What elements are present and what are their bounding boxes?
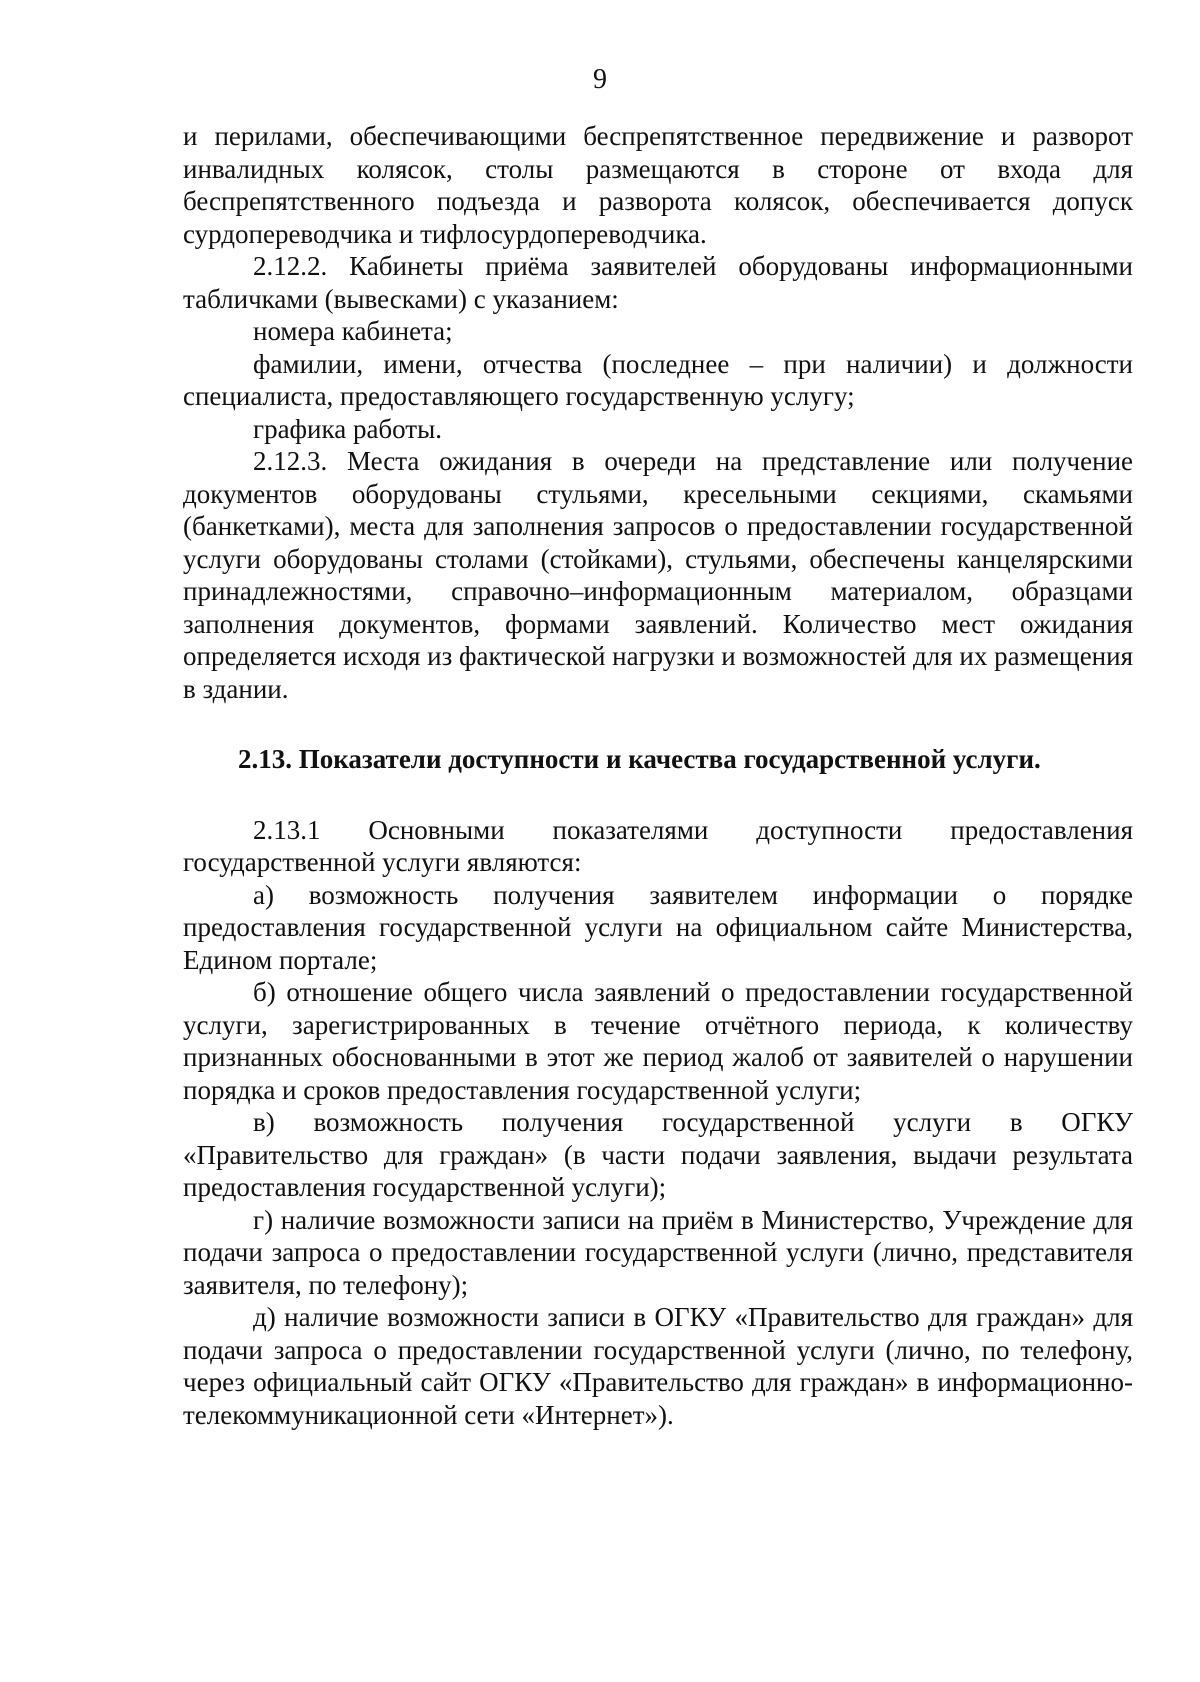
list-item-v: в) возможность получения государственной услуги в ОГКУ «Правительство для граждан» (в части подачи заявления, выдачи результата предоставления государственной услуги); — [183, 1107, 1133, 1202]
paragraph-2-13-1: 2.13.1 Основными показателями доступности предоставления государственной услуги являются: — [183, 814, 1133, 877]
page-number: 9 — [593, 64, 607, 95]
section-heading-2-13: 2.13. Показатели доступности и качества государственной услуги. — [238, 744, 1041, 774]
list-item-g: г) наличие возможности записи на приём в Министерство, Учреждение для подачи запроса о предоставлении государственной услуги (лично, представителя заявителя, по телефону); — [183, 1204, 1133, 1300]
list-item-a: а) возможность получения заявителем информации о порядке предоставления государственной услуги на официальном сайте Министерства, Едином портале; — [183, 879, 1133, 975]
document-body — [183, 120, 1133, 1431]
list-item-d: д) наличие возможности записи в ОГКУ «Правительство для граждан» для подачи запроса о предоставлении государственной услуги (лично, по телефону, через официальный сайт ОГКУ «Правительство для граждан» в информационно-телекоммуникационной сети «Интернет»). — [183, 1302, 1133, 1430]
list-item-room-number: номера кабинета; — [253, 316, 453, 346]
paragraph-2-12-3: 2.12.3. Места ожидания в очереди на представление или получение документов оборудованы стульями, кресельными секциями, скамьями (банкетками), места для заполнения запросов о предоставлении государственной услуги оборудованы столами (стойками), стульями, обеспечены канцелярскими принадлежностями, справочно–информационным материалом, образцами заполнения документов, формами заявлений. Количество мест ожидания определяется исходя из фактической нагрузки и возможностей для их размещения в здании. — [183, 446, 1133, 704]
paragraph-2-12-2: 2.12.2. Кабинеты приёма заявителей оборудованы информационными табличками (вывесками) с указанием: — [183, 251, 1133, 314]
paragraph-continuation: и перилами, обеспечивающими беспрепятственное передвижение и разворот инвалидных колясок, столы размещаются в стороне от входа для беспрепятственного подъезда и разворота колясок, обеспечивается допуск сурдопереводчика и тифлосурдопереводчика. — [183, 121, 1133, 249]
list-item-work-schedule: графика работы. — [253, 413, 442, 444]
list-item-b: б) отношение общего числа заявлений о предоставлении государственной услуги, зарегистрированных в течение отчётного периода, к количеству признанных обоснованными в этот же период жалоб от заявителей о нарушении порядка и сроков предоставления государственной услуги; — [183, 977, 1133, 1105]
list-item-specialist-name: фамилии, имени, отчества (последнее – при наличии) и должности специалиста, предоставляющего государственную услугу; — [183, 348, 1133, 411]
